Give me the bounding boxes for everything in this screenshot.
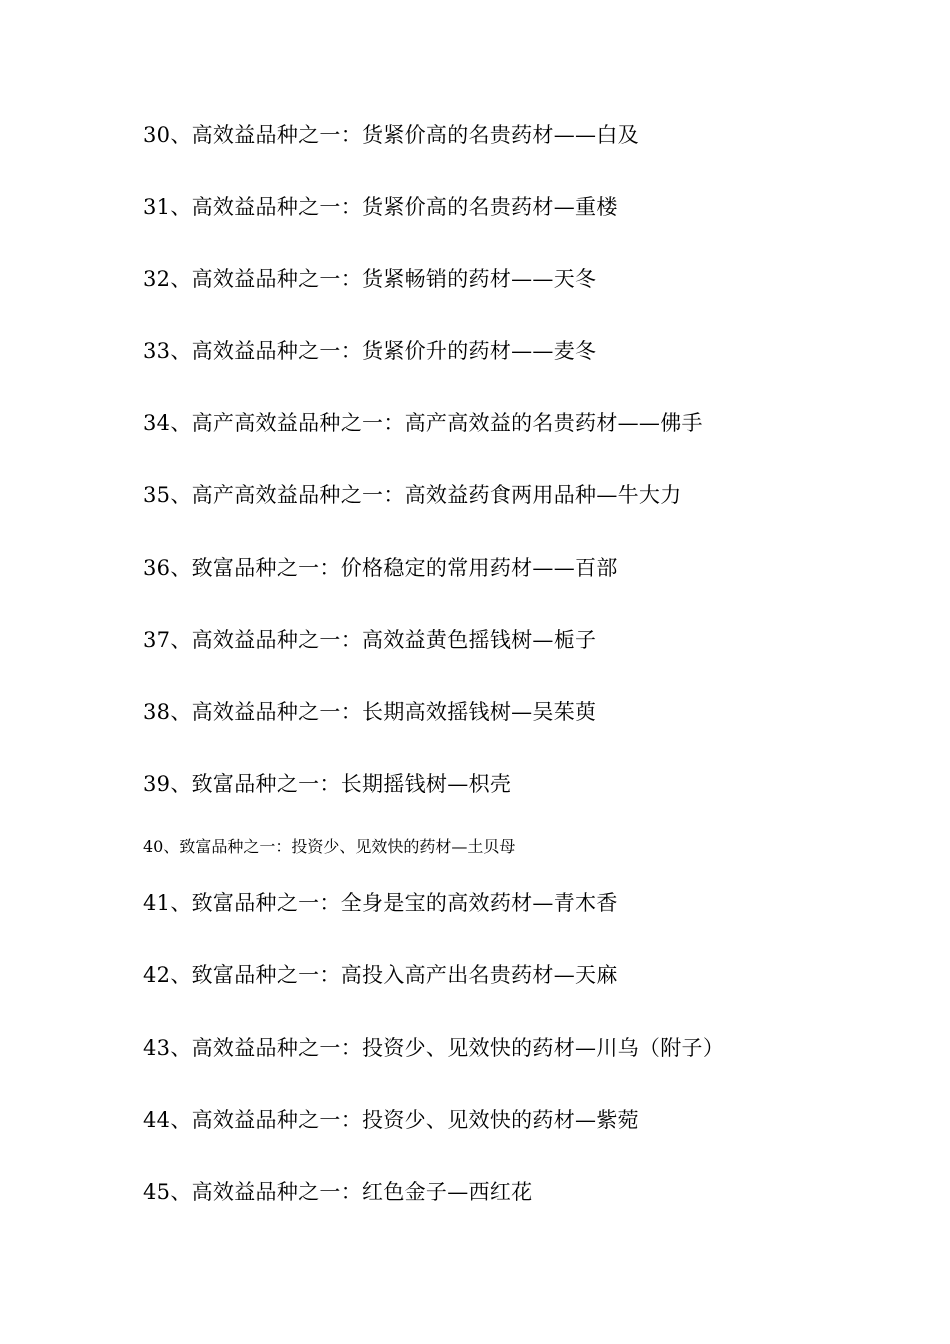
list-item-41: 41、致富品种之一：全身是宝的高效药材—青木香 [143, 891, 618, 915]
list-item-39: 39、致富品种之一：长期摇钱树—枳壳 [143, 772, 512, 796]
list-item-35: 35、高产高效益品种之一：高效益药食两用品种—牛大力 [143, 483, 682, 507]
list-item-37: 37、高效益品种之一：高效益黄色摇钱树—栀子 [143, 628, 597, 652]
list-item-33: 33、高效益品种之一：货紧价升的药材——麦冬 [143, 339, 597, 363]
list-item-42: 42、致富品种之一：高投入高产出名贵药材—天麻 [143, 963, 618, 987]
list-item-43: 43、高效益品种之一：投资少、见效快的药材—川乌（附子） [143, 1036, 725, 1060]
list-item-44: 44、高效益品种之一：投资少、见效快的药材—紫菀 [143, 1108, 639, 1132]
list-item-36: 36、致富品种之一：价格稳定的常用药材——百部 [143, 556, 618, 580]
list-item-31: 31、高效益品种之一：货紧价高的名贵药材—重楼 [143, 195, 618, 219]
list-item-45: 45、高效益品种之一：红色金子—西红花 [143, 1180, 533, 1204]
list-item-38: 38、高效益品种之一：长期高效摇钱树—吴茱萸 [143, 700, 597, 724]
list-item-30: 30、高效益品种之一：货紧价高的名贵药材——白及 [143, 123, 639, 147]
list-item-34: 34、高产高效益品种之一：高产高效益的名贵药材——佛手 [143, 411, 703, 435]
list-item-32: 32、高效益品种之一：货紧畅销的药材——天冬 [143, 267, 597, 291]
list-item-40: 40、致富品种之一：投资少、见效快的药材—土贝母 [143, 837, 516, 856]
